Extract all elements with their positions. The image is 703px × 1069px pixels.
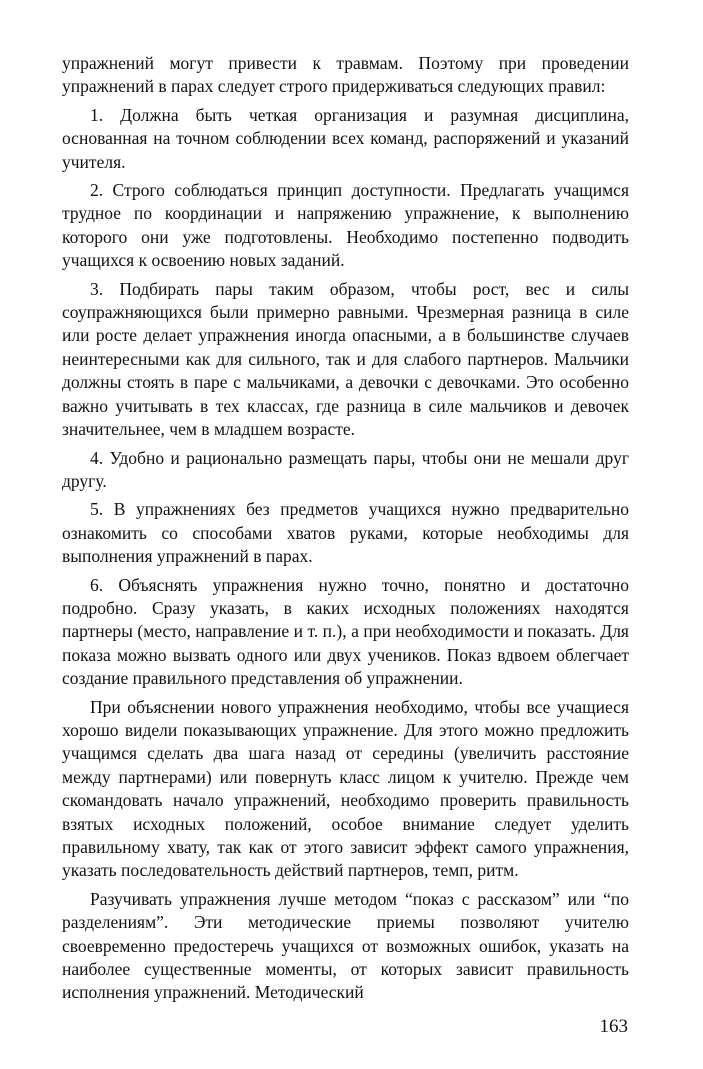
paragraph-rule-3: 3. Подбирать пары таким образом, чтобы рост, вес и силы соупражняющихся были примерно равными. Чрезмерная разница в силе или росте делает упражнения иногда опасными, а в большинстве случаев неинтересными как для сильного, так и для слабого партнеров. Мальчики должны стоять в паре с мальчиками, а девочки с девочками. Это особенно важно учитывать в тех классах, где разница в силе мальчиков и девочек значительнее, чем в младшем возрасте. xyxy=(62,278,629,440)
paragraph-explanation: При объяснении нового упражнения необходимо, чтобы все учащиеся хорошо видели показывающих упражнение. Для этого можно предложить учащимся сделать два шага назад от середины (увеличить расстояние между партнерами) или повернуть класс лицом к учителю. Прежде чем скомандовать начало упражнений, необходимо проверить правильность взятых исходных положений, особое внимание следует уделить правильному хвату, так как от этого зависит эффект самого упражнения, указать последовательность действий партнеров, темп, ритм. xyxy=(62,696,629,881)
paragraph-rule-5: 5. В упражнениях без предметов учащихся нужно предварительно ознакомить со способами хватов руками, которые необходимы для выполнения упражнений в парах. xyxy=(62,499,629,567)
paragraph-rule-2: 2. Строго соблюдаться принцип доступности. Предлагать учащимся трудное по координации и напряжению упражнение, к выполнению которого они уже подготовлены. Необходимо постепенно подводить учащихся к освоению новых заданий. xyxy=(62,180,629,271)
paragraph-learning-methods: Разучивать упражнения лучше методом “показ с рассказом” или “по разделениям”. Эти методические приемы позволяют учителю своевременно предостеречь учащихся от возможных ошибок, указать на наиболее существенные моменты, от которых зависит правильность исполнения упражнений. Методический xyxy=(62,888,629,1003)
paragraph-continuation: упражнений могут привести к травмам. Поэтому при проведении упражнений в парах следует строго придерживаться следующих правил: xyxy=(62,53,629,97)
paragraph-rule-1: 1. Должна быть четкая организация и разумная дисциплина, основанная на точном соблюдении всех команд, распоряжений и указаний учителя. xyxy=(62,104,629,172)
paragraph-rule-6: 6. Объяснять упражнения нужно точно, понятно и достаточно подробно. Сразу указать, в каких исходных положениях находятся партнеры (место, направление и т. п.), а при необходимости и показать. Для показа можно вызвать одного или двух учеников. Показ вдвоем облегчает создание правильного представления об упражнении. xyxy=(62,574,629,689)
page-body-text xyxy=(62,52,629,1010)
paragraph-rule-4: 4. Удобно и рационально размещать пары, чтобы они не мешали друг другу. xyxy=(62,447,629,491)
page-number: 163 xyxy=(599,1016,628,1037)
